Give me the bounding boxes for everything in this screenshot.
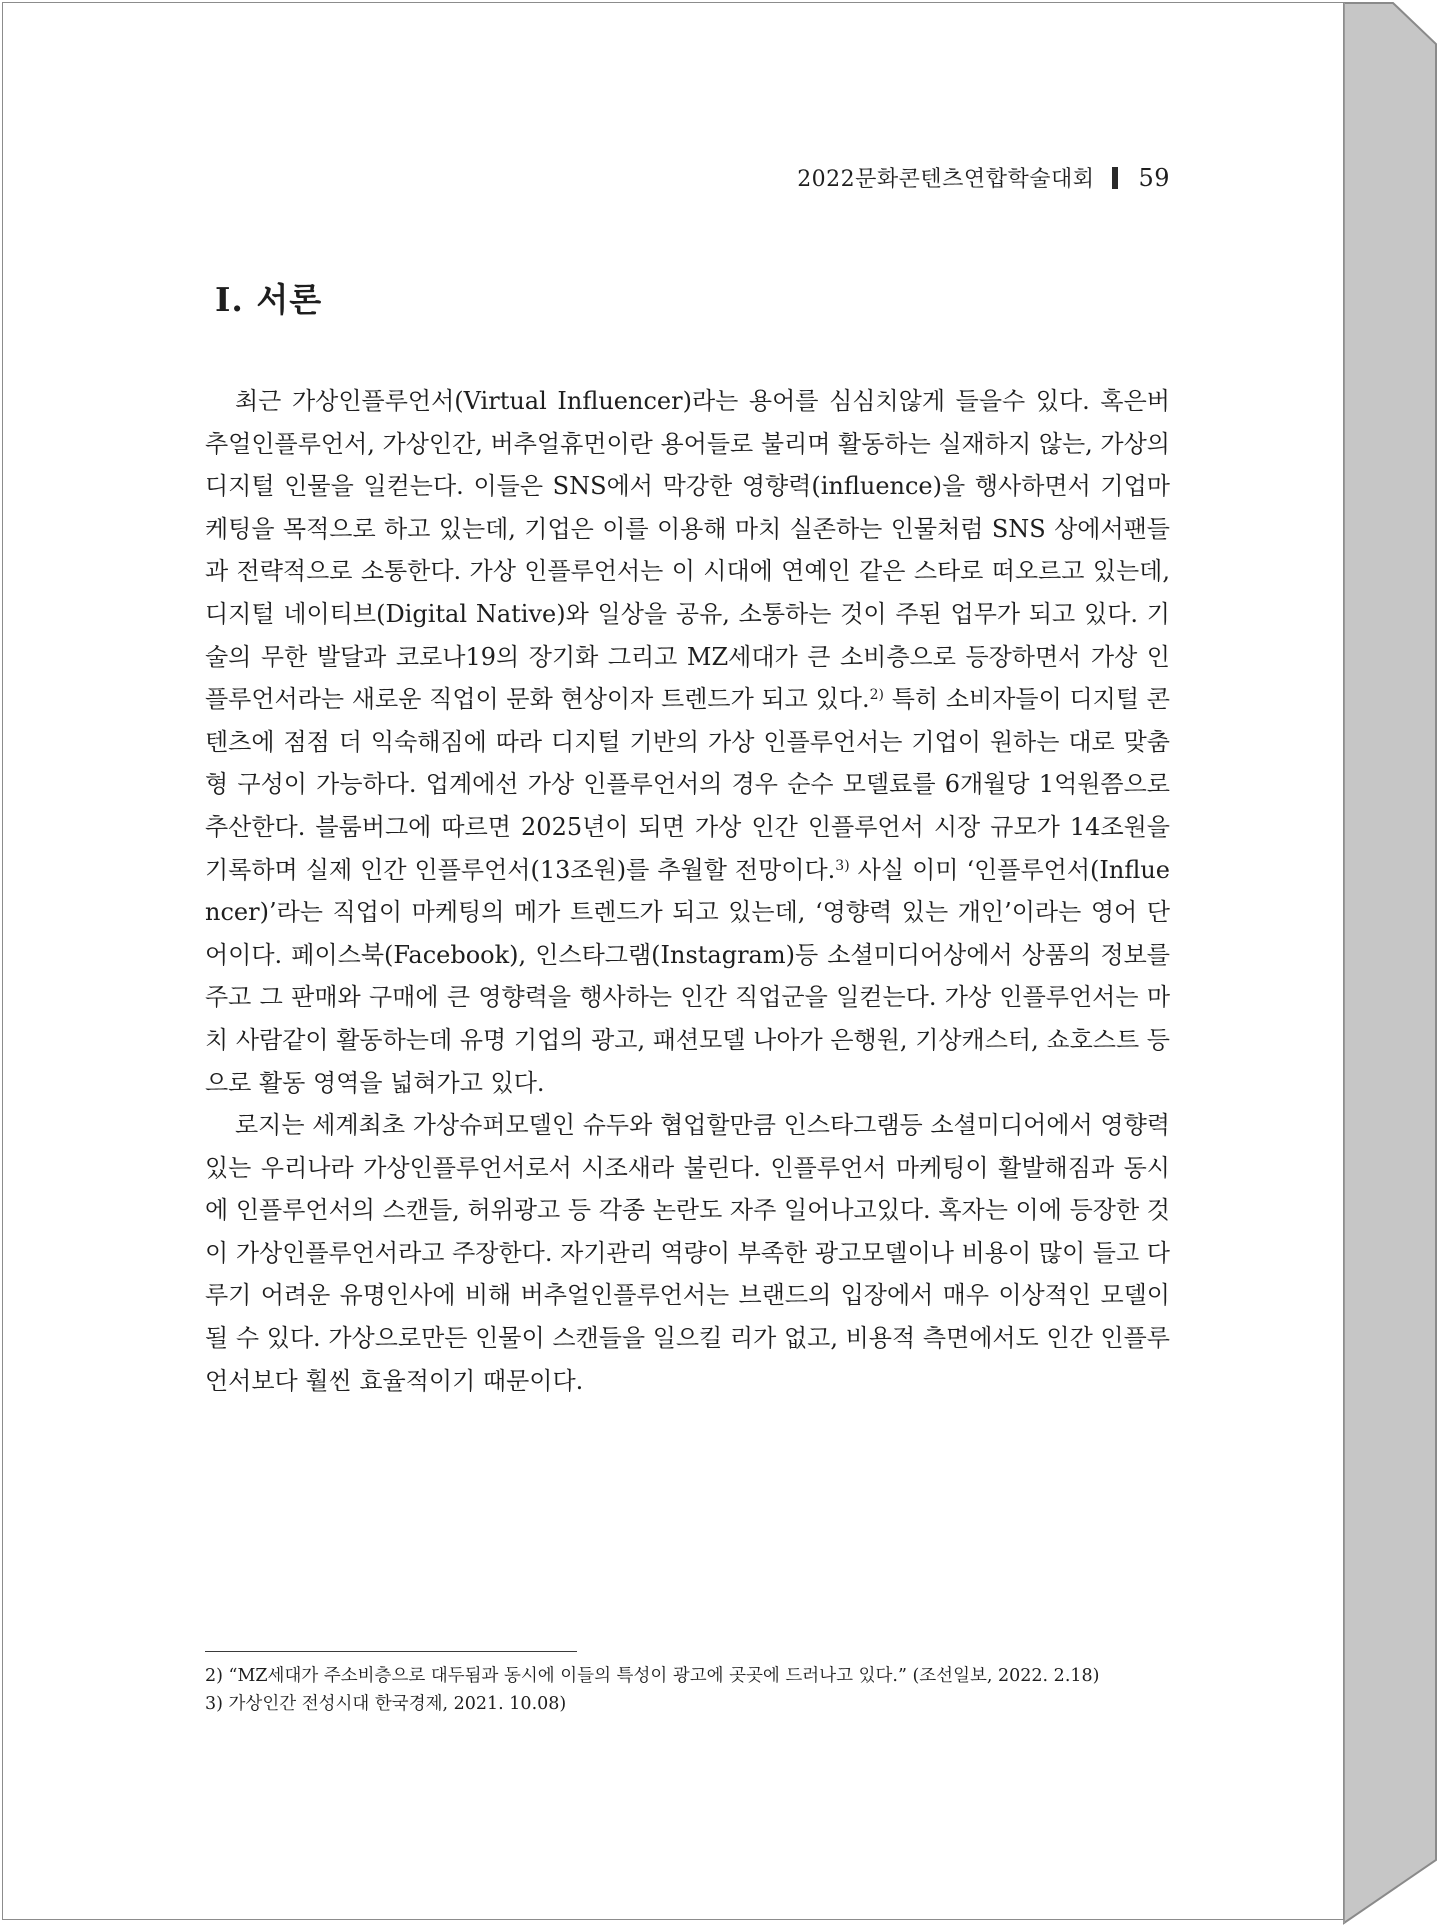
paragraph-1-part-c: 사실 이미 ‘인플루언서(Influencer)’라는 직업이 마케팅의 메가 트렌드가 되고 있는데, ‘영향력 있는 개인’이라는 영어 단어이다. 페이스북(Facebook), 인스타그램(Instagram)등 소셜미디어상에서 상품의 정보를 주고 그 판매와 구매에 큰 영향력을 행사하는 인간 직업군을 일컫는다. 가상 인플루언서는 마치 사람같이 활동하는데 유명 기업의 광고, 패션모델 나아가 은행원, 기상캐스터, 쇼호스트 등으로 활동 영역을 넓혀가고 있다. — [205, 855, 1170, 1097]
footnote-3: 3) 가상인간 전성시대 한국경제, 2021. 10.08) — [205, 1694, 567, 1714]
page-edge-face — [1344, 3, 1436, 1923]
paragraph-1 — [205, 380, 1170, 1104]
body-text — [205, 380, 1170, 1402]
footnote-ref-2[interactable]: 2) — [869, 687, 884, 704]
page-number: 59 — [1138, 163, 1170, 192]
footnote-divider — [205, 1651, 577, 1652]
paragraph-1-part-a: 최근 가상인플루언서(Virtual Influencer)라는 용어를 심심치않게 들을수 있다. 혹은버추얼인플루언서, 가상인간, 버추얼휴먼이란 용어들로 불리며 활동하는 실재하지 않는, 가상의디지털 인물을 일컫는다. 이들은 SNS에서 막강한 영향력(influence)을 행사하면서 기업마케팅을 목적으로 하고 있는데, 기업은 이를 이용해 마치 실존하는 인물처럼 SNS 상에서팬들과 전략적으로 소통한다. 가상 인플루언서는 이 시대에 연예인 같은 스타로 떠오르고 있는데, 디지털 네이티브(Digital Native)와 일상을 공유, 소통하는 것이 주된 업무가 되고 있다. 기술의 무한 발달과 코로나19의 장기화 그리고 MZ세대가 큰 소비층으로 등장하면서 가상 인플루언서라는 새로운 직업이 문화 현상이자 트렌드가 되고 있다. — [205, 387, 1170, 714]
footnotes — [205, 1662, 1180, 1718]
paragraph-2: 로지는 세계최초 가상슈퍼모델인 슈두와 협업할만큼 인스타그램등 소셜미디어에서 영향력있는 우리나라 가상인플루언서로서 시조새라 불린다. 인플루언서 마케팅이 활발해짐과 동시에 인플루언서의 스캔들, 허위광고 등 각종 논란도 자주 일어나고있다. 혹자는 이에 등장한 것이 가상인플루언서라고 주장한다. 자기관리 역량이 부족한 광고모델이나 비용이 많이 들고 다루기 어려운 유명인사에 비해 버추얼인플루언서는 브랜드의 입장에서 매우 이상적인 모델이 될 수 있다. 가상으로만든 인물이 스캔들을 일으킬 리가 없고, 비용적 측면에서도 인간 인플루언서보다 훨씬 효율적이기 때문이다. — [205, 1111, 1170, 1395]
running-header-title: 2022문화콘텐츠연합학술대회 — [797, 167, 1095, 192]
header-separator-bar — [1112, 167, 1118, 189]
section-heading: Ⅰ. 서론 — [215, 280, 323, 319]
footnote-2: 2) “MZ세대가 주소비층으로 대두됨과 동시에 이들의 특성이 광고에 곳곳에 드러나고 있다.” (조선일보, 2022. 2.18) — [205, 1666, 1100, 1686]
footnote-ref-3[interactable]: 3) — [835, 857, 850, 874]
running-header — [797, 162, 1170, 193]
paragraph-1-part-b: 특히 소비자들이 디지털 콘텐츠에 점점 더 익숙해짐에 따라 디지털 기반의 가상 인플루언서는 기업이 원하는 대로 맞춤형 구성이 가능하다. 업계에선 가상 인플루언서의 경우 순수 모델료를 6개월당 1억원쯤으로 추산한다. 블룸버그에 따르면 2025년이 되면 가상 인간 인플루언서 시장 규모가 14조원을 기록하며 실제 인간 인플루언서(13조원)를 추월할 전망이다. — [205, 685, 1170, 884]
